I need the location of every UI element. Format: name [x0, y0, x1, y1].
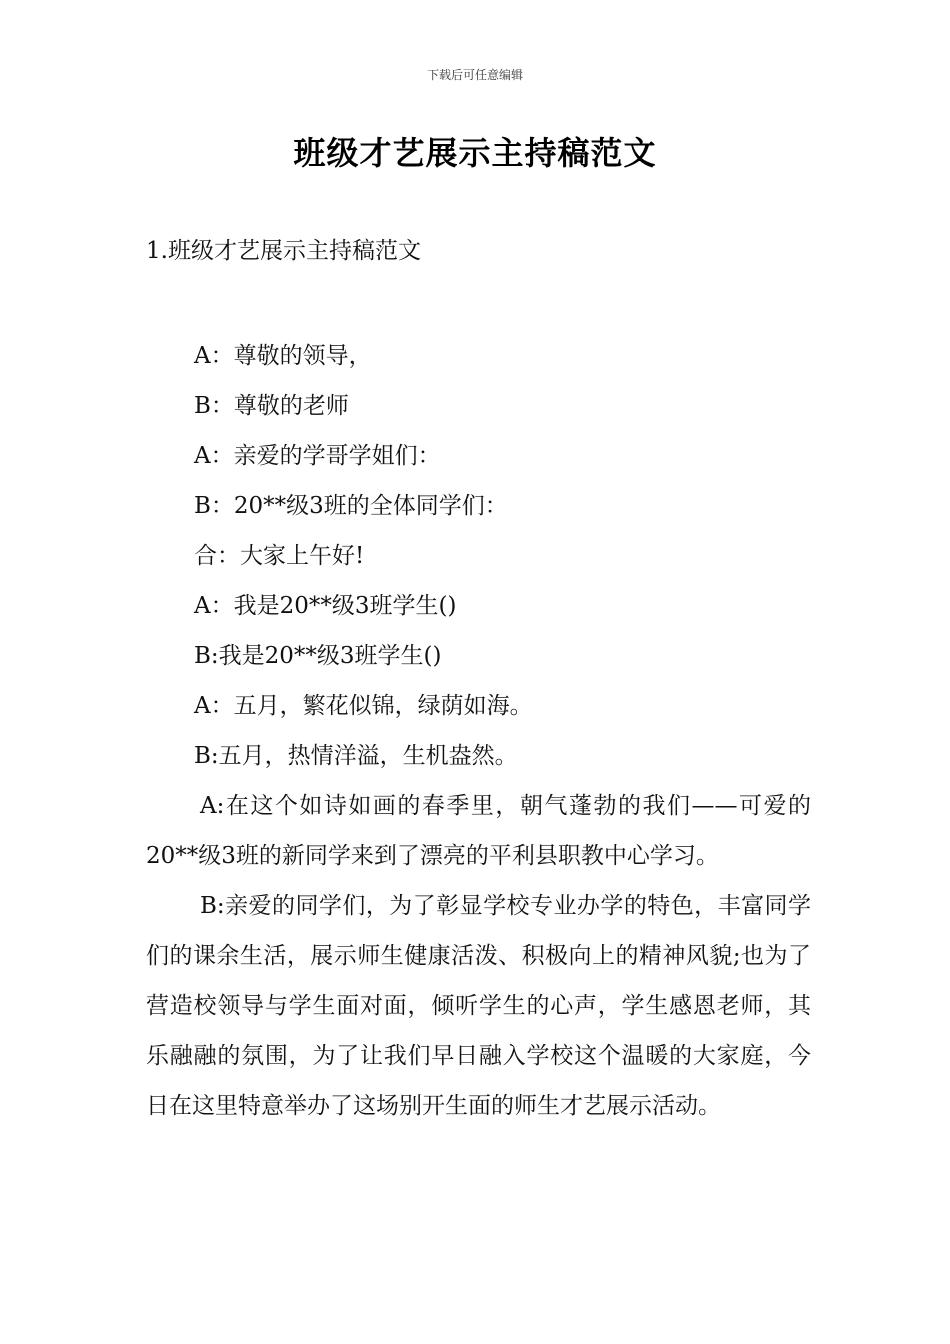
- dialogue-line: B:我是20**级3班学生(): [194, 643, 442, 669]
- page-title: 班级才艺展示主持稿范文: [293, 134, 657, 172]
- dialogue-line: 合：大家上午好!: [194, 543, 365, 569]
- dialogue-line: A：亲爱的学哥学姐们：: [194, 443, 441, 469]
- dialogue-line: B:五月，热情洋溢，生机盎然。: [194, 743, 518, 769]
- dialogue-line: B：20**级3班的全体同学们：: [194, 493, 508, 519]
- section-heading: 1.班级才艺展示主持稿范文: [146, 238, 421, 264]
- dialogue-line: A：尊敬的领导，: [194, 343, 372, 369]
- paragraph: A:在这个如诗如画的春季里，朝气蓬勃的我们——可爱的20**级3班的新同学来到了漂亮的平利县职教中心学习。: [146, 793, 811, 869]
- paragraph: B:亲爱的同学们，为了彰显学校专业办学的特色，丰富同学们的课余生活，展示师生健康活泼、积极向上的精神风貌;也为了营造校领导与学生面对面，倾听学生的心声，学生感恩老师，其乐融融的氛围，为了让我们早日融入学校这个温暖的大家庭，今日在这里特意举办了这场别开生面的师生才艺展示活动。: [146, 893, 811, 1119]
- header-note: 下载后可任意编辑: [426, 68, 523, 82]
- dialogue-line: B：尊敬的老师: [194, 393, 349, 419]
- dialogue-line: A：五月，繁花似锦，绿荫如海。: [194, 693, 533, 719]
- script-body: [146, 331, 816, 1131]
- dialogue-line: A：我是20**级3班学生(): [194, 593, 457, 619]
